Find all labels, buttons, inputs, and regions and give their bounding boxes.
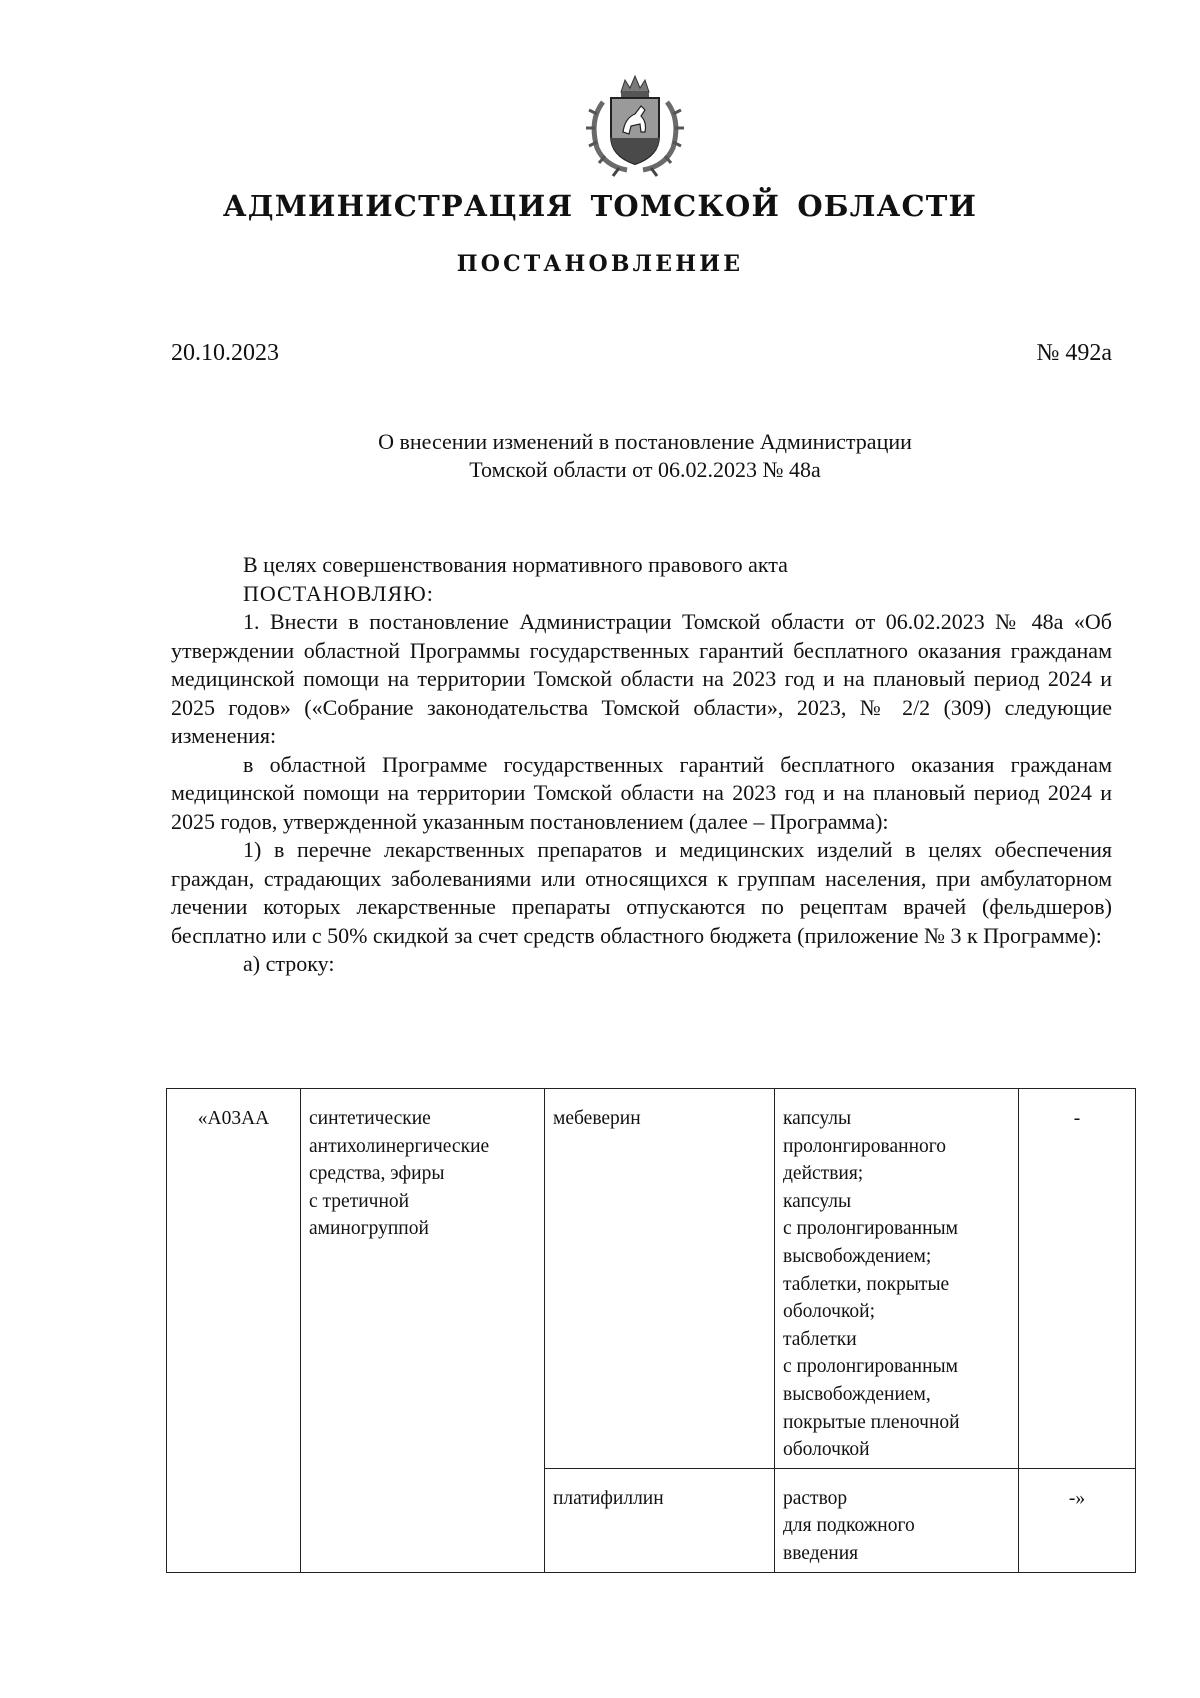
dosage-forms-cell bbox=[775, 1468, 1019, 1572]
form-line: таблетки, покрытые bbox=[783, 1273, 950, 1295]
form-line: для подкожного bbox=[783, 1515, 915, 1537]
document-body bbox=[171, 551, 1112, 979]
subject-line: Томской области от 06.02.2023 № 48а bbox=[469, 457, 821, 482]
table-row bbox=[167, 1089, 1136, 1469]
coat-of-arms-icon bbox=[583, 70, 687, 178]
body-paragraph: в областной Программе государственных гарантий бесплатного оказания гражданам медицинской помощи на территории Томской области на 2023 год и на плановый период 2024 и 2025 годов, утвержденной указанным постановлением (далее – Программа): bbox=[171, 751, 1112, 834]
body-paragraph: В целях совершенствования нормативного правового акта bbox=[243, 552, 788, 577]
body-paragraph: 1) в перечне лекарственных препаратов и медицинских изделий в целях обеспечения граждан, страдающих заболеваниями или относящихся к группам населения, при амбулаторном лечении которых лекарственные препараты отпускаются по рецептам врачей (фельдшеров) бесплатно или с 50% скидкой за счет средств областного бюджета (приложение № 3 к Программе): bbox=[171, 837, 1112, 948]
form-line: высвобождением, bbox=[783, 1383, 931, 1405]
subject-line: О внесении изменений в постановление Администрации bbox=[378, 429, 912, 454]
group-line: аминогруппой bbox=[309, 1218, 429, 1240]
document-date: 20.10.2023 bbox=[171, 340, 279, 366]
note-cell: - bbox=[1019, 1089, 1136, 1469]
form-line: капсулы bbox=[783, 1190, 852, 1212]
group-line: средства, эфиры bbox=[309, 1163, 445, 1185]
atc-code-cell: «А03АА bbox=[167, 1089, 301, 1573]
form-line: раствор bbox=[783, 1487, 848, 1509]
form-line: действия; bbox=[783, 1163, 864, 1185]
decree-word: ПОСТАНОВЛЯЮ: bbox=[243, 580, 434, 606]
dosage-forms-cell bbox=[775, 1089, 1019, 1469]
group-line: антихолинергические bbox=[309, 1135, 490, 1157]
form-line: с пролонгированным bbox=[783, 1218, 958, 1240]
group-line: синтетические bbox=[309, 1108, 431, 1129]
body-paragraph: 1. Внести в постановление Администрации Томской области от 06.02.2023 № 48а «Об утверждении областной Программы государственных гарантий бесплатного оказания гражданам медицинской помощи на территории Томской области на 2023 год и на плановый период 2024 и 2025 годов» («Собрание законодательства Томской области», 2023, № 2/2 (309) следующие изменения: bbox=[171, 609, 1112, 748]
medication-table bbox=[166, 1088, 1136, 1573]
form-line: покрытые пленочной bbox=[783, 1411, 960, 1433]
document-number: № 492а bbox=[1036, 340, 1112, 366]
form-line: введения bbox=[783, 1542, 859, 1564]
document-type: ПОСТАНОВЛЕНИЕ bbox=[456, 251, 744, 277]
body-paragraph: а) строку: bbox=[243, 951, 335, 976]
group-cell bbox=[301, 1089, 545, 1573]
form-line: оболочкой bbox=[783, 1439, 870, 1461]
drug-name-cell: мебеверин bbox=[545, 1089, 775, 1469]
note-cell: -» bbox=[1019, 1468, 1136, 1572]
form-line: пролонгированного bbox=[783, 1135, 947, 1157]
form-line: с пролонгированным bbox=[783, 1356, 958, 1378]
organization-title: АДМИНИСТРАЦИЯ ТОМСКОЙ ОБЛАСТИ bbox=[222, 189, 978, 223]
form-line: капсулы bbox=[783, 1108, 852, 1129]
form-line: высвобождением; bbox=[783, 1245, 932, 1267]
drug-name-cell: платифиллин bbox=[545, 1468, 775, 1572]
form-line: оболочкой; bbox=[783, 1301, 876, 1323]
document-subject bbox=[0, 428, 1200, 484]
form-line: таблетки bbox=[783, 1328, 857, 1350]
group-line: с третичной bbox=[309, 1190, 410, 1212]
